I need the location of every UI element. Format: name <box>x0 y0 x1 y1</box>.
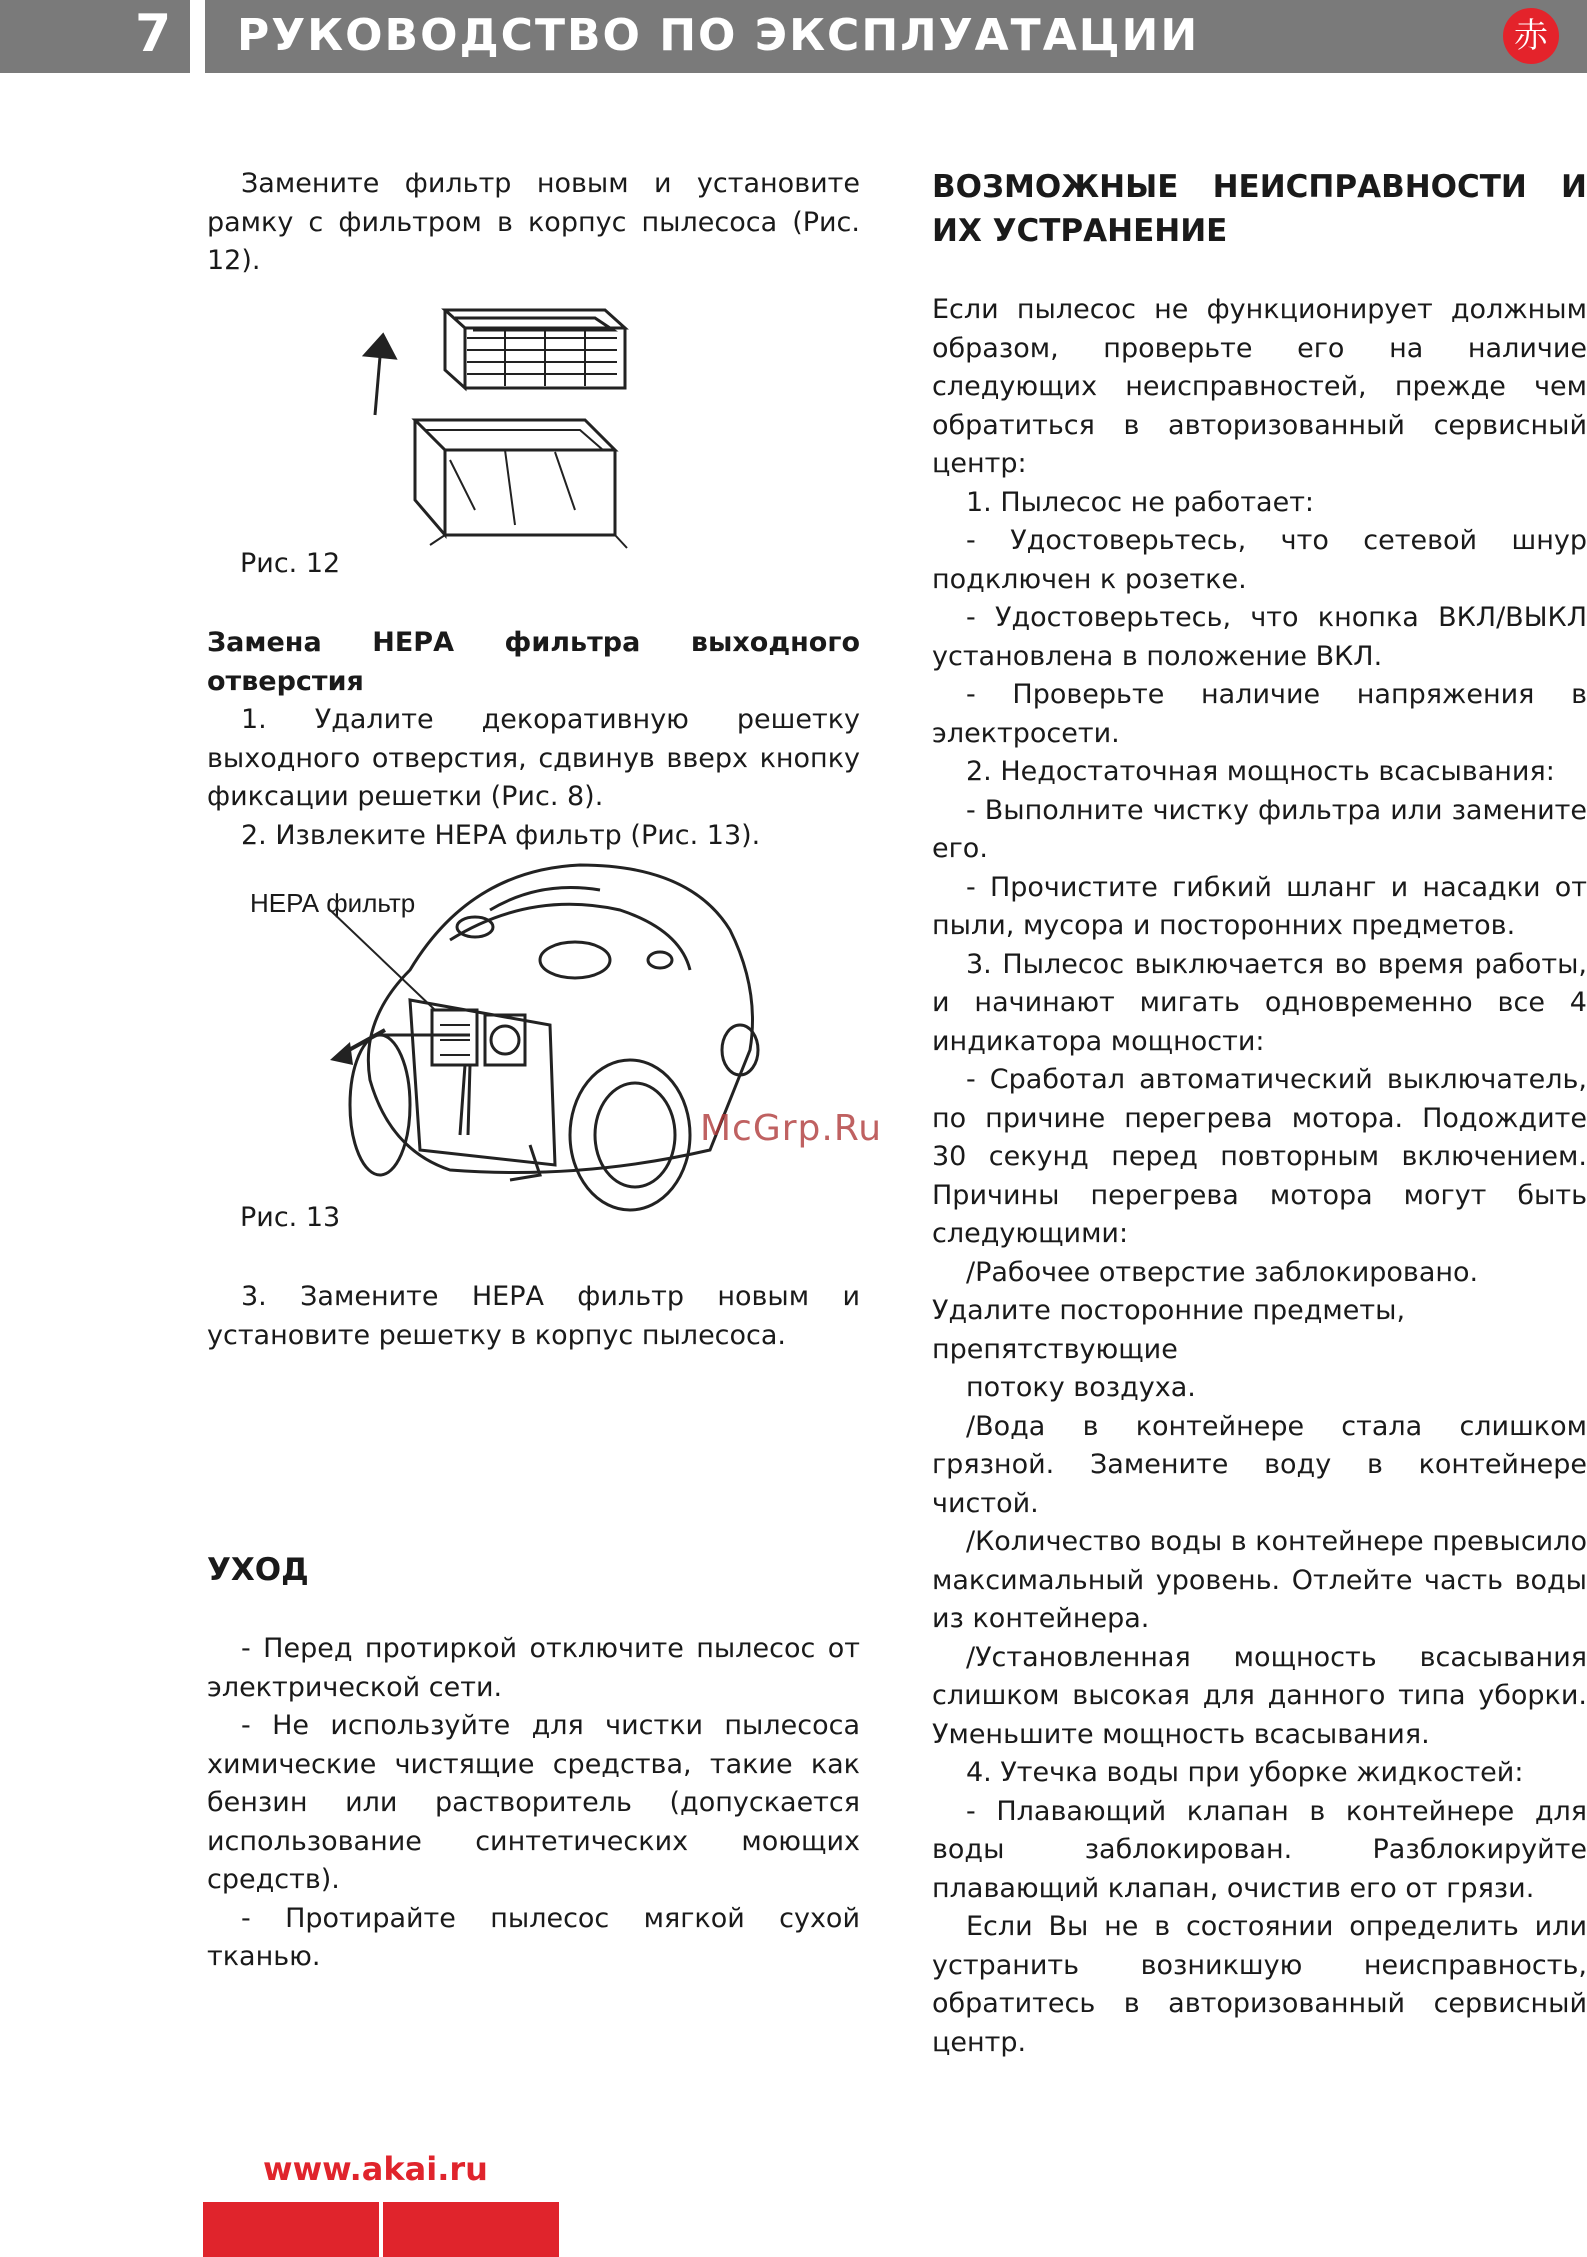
arrow-left-icon <box>325 1020 395 1080</box>
troubleshooting-line: 2. Недостаточная мощность всасывания: <box>966 756 1555 787</box>
hepa-section <box>207 624 860 855</box>
troubleshooting-line: 4. Утечка воды при уборке жидкостей: <box>966 1757 1524 1788</box>
care-section <box>207 1630 860 1977</box>
troubleshooting-line: - Удостоверьтесь, что кнопка ВКЛ/ВЫКЛ установлена в положение ВКЛ. <box>932 602 1587 672</box>
footer-url-link[interactable]: www.akai.ru <box>263 2150 488 2188</box>
footer-bar <box>203 2202 379 2257</box>
figure-13-label: НЕРА фильтр <box>250 888 416 918</box>
troubleshooting-body <box>932 291 1587 2062</box>
troubleshooting-heading: ВОЗМОЖНЫЕ НЕИСПРАВНОСТИ И ИХ УСТРАНЕНИЕ <box>932 169 1587 249</box>
troubleshooting-line: - Выполните чистку фильтра или замените его. <box>932 794 1587 864</box>
troubleshooting-line: /Количество воды в контейнере превысило максимальный уровень. Отлейте часть воды из контейнера. <box>932 1526 1587 1634</box>
troubleshooting-line: /Рабочее отверстие заблокировано. Удалите посторонние предметы, препятствующие <box>932 1256 1479 1365</box>
troubleshooting-line: 1. Пылесос не работает: <box>966 486 1315 518</box>
figure-12-caption: Рис. 12 <box>240 548 341 579</box>
troubleshooting-line: - Сработал автоматический выключатель, по причине перегрева мотора. Подождите 30 секунд перед повторным включением. Причины перегрева мотора могут быть следующими: <box>932 1064 1587 1249</box>
troubleshooting-line: Если Вы не в состоянии определить или устранить возникшую неисправность, обратитесь в авторизованный сервисный центр. <box>932 1911 1587 2058</box>
page-title: РУКОВОДСТВО ПО ЭКСПЛУАТАЦИИ <box>237 10 1200 61</box>
figure-13-vacuum-illustration <box>330 850 770 1220</box>
care-item-2: - Не используйте для чистки пылесоса химические чистящие средства, такие как бензин или растворитель (допускается использование синтетических моющих средств). <box>207 1710 860 1895</box>
troubleshooting-line: потоку воздуха. <box>966 1372 1196 1403</box>
troubleshooting-section <box>932 165 1587 2062</box>
page-number-box <box>0 0 190 73</box>
footer-bar <box>383 2202 559 2257</box>
troubleshooting-line: - Проверьте наличие напряжения в электросети. <box>932 679 1587 749</box>
troubleshooting-line: /Установленная мощность всасывания слишком высокая для данного типа уборки. Уменьшите мощность всасывания. <box>932 1641 1587 1750</box>
care-item-3: - Протирайте пылесос мягкой сухой тканью. <box>207 1902 860 1972</box>
figure-13-caption: Рис. 13 <box>240 1202 341 1233</box>
troubleshooting-line: - Удостоверьтесь, что сетевой шнур подключен к розетке. <box>932 525 1587 595</box>
hepa-step-2: 2. Извлеките НЕРА фильтр (Рис. 13). <box>241 819 761 851</box>
care-item-1: - Перед протиркой отключите пылесос от электрической сети. <box>207 1633 860 1703</box>
troubleshooting-line: - Плавающий клапан в контейнере для воды заблокирован. Разблокируйте плавающий клапан, очистив его от грязи. <box>932 1795 1587 1904</box>
page-number: 7 <box>135 4 172 64</box>
troubleshooting-line: - Прочистите гибкий шланг и насадки от пыли, мусора и посторонних предметов. <box>932 871 1587 941</box>
brand-logo-icon: 赤 <box>1503 8 1559 64</box>
troubleshooting-line: /Вода в контейнере стала слишком грязной. Замените воду в контейнере чистой. <box>932 1410 1587 1519</box>
troubleshooting-intro: Если пылесос не функционирует должным образом, проверьте его на наличие следующих неисправностей, прежде чем обратиться в авторизованный сервисный центр: <box>932 294 1587 479</box>
left-intro <box>207 165 860 281</box>
figure-12-filter-illustration <box>355 300 645 575</box>
watermark: McGrp.Ru <box>700 1108 883 1149</box>
care-heading: УХОД <box>207 1552 309 1588</box>
filter-replace-text: Замените фильтр новым и установите рамку с фильтром в корпус пылесоса (Рис. 12). <box>207 168 860 276</box>
hepa-heading: Замена НЕРА фильтра выходного отверстия <box>207 627 860 697</box>
header-bar <box>205 0 1587 73</box>
hepa-step-1: 1. Удалите декоративную решетку выходного отверстия, сдвинув вверх кнопку фиксации решетки (Рис. 8). <box>207 704 860 812</box>
troubleshooting-line: 3. Пылесос выключается во время работы, и начинают мигать одновременно все 4 индикатора мощности: <box>932 948 1587 1057</box>
hepa-step-3-block <box>207 1278 860 1355</box>
hepa-step-3: 3. Замените НЕРА фильтр новым и установите решетку в корпус пылесоса. <box>207 1281 860 1351</box>
